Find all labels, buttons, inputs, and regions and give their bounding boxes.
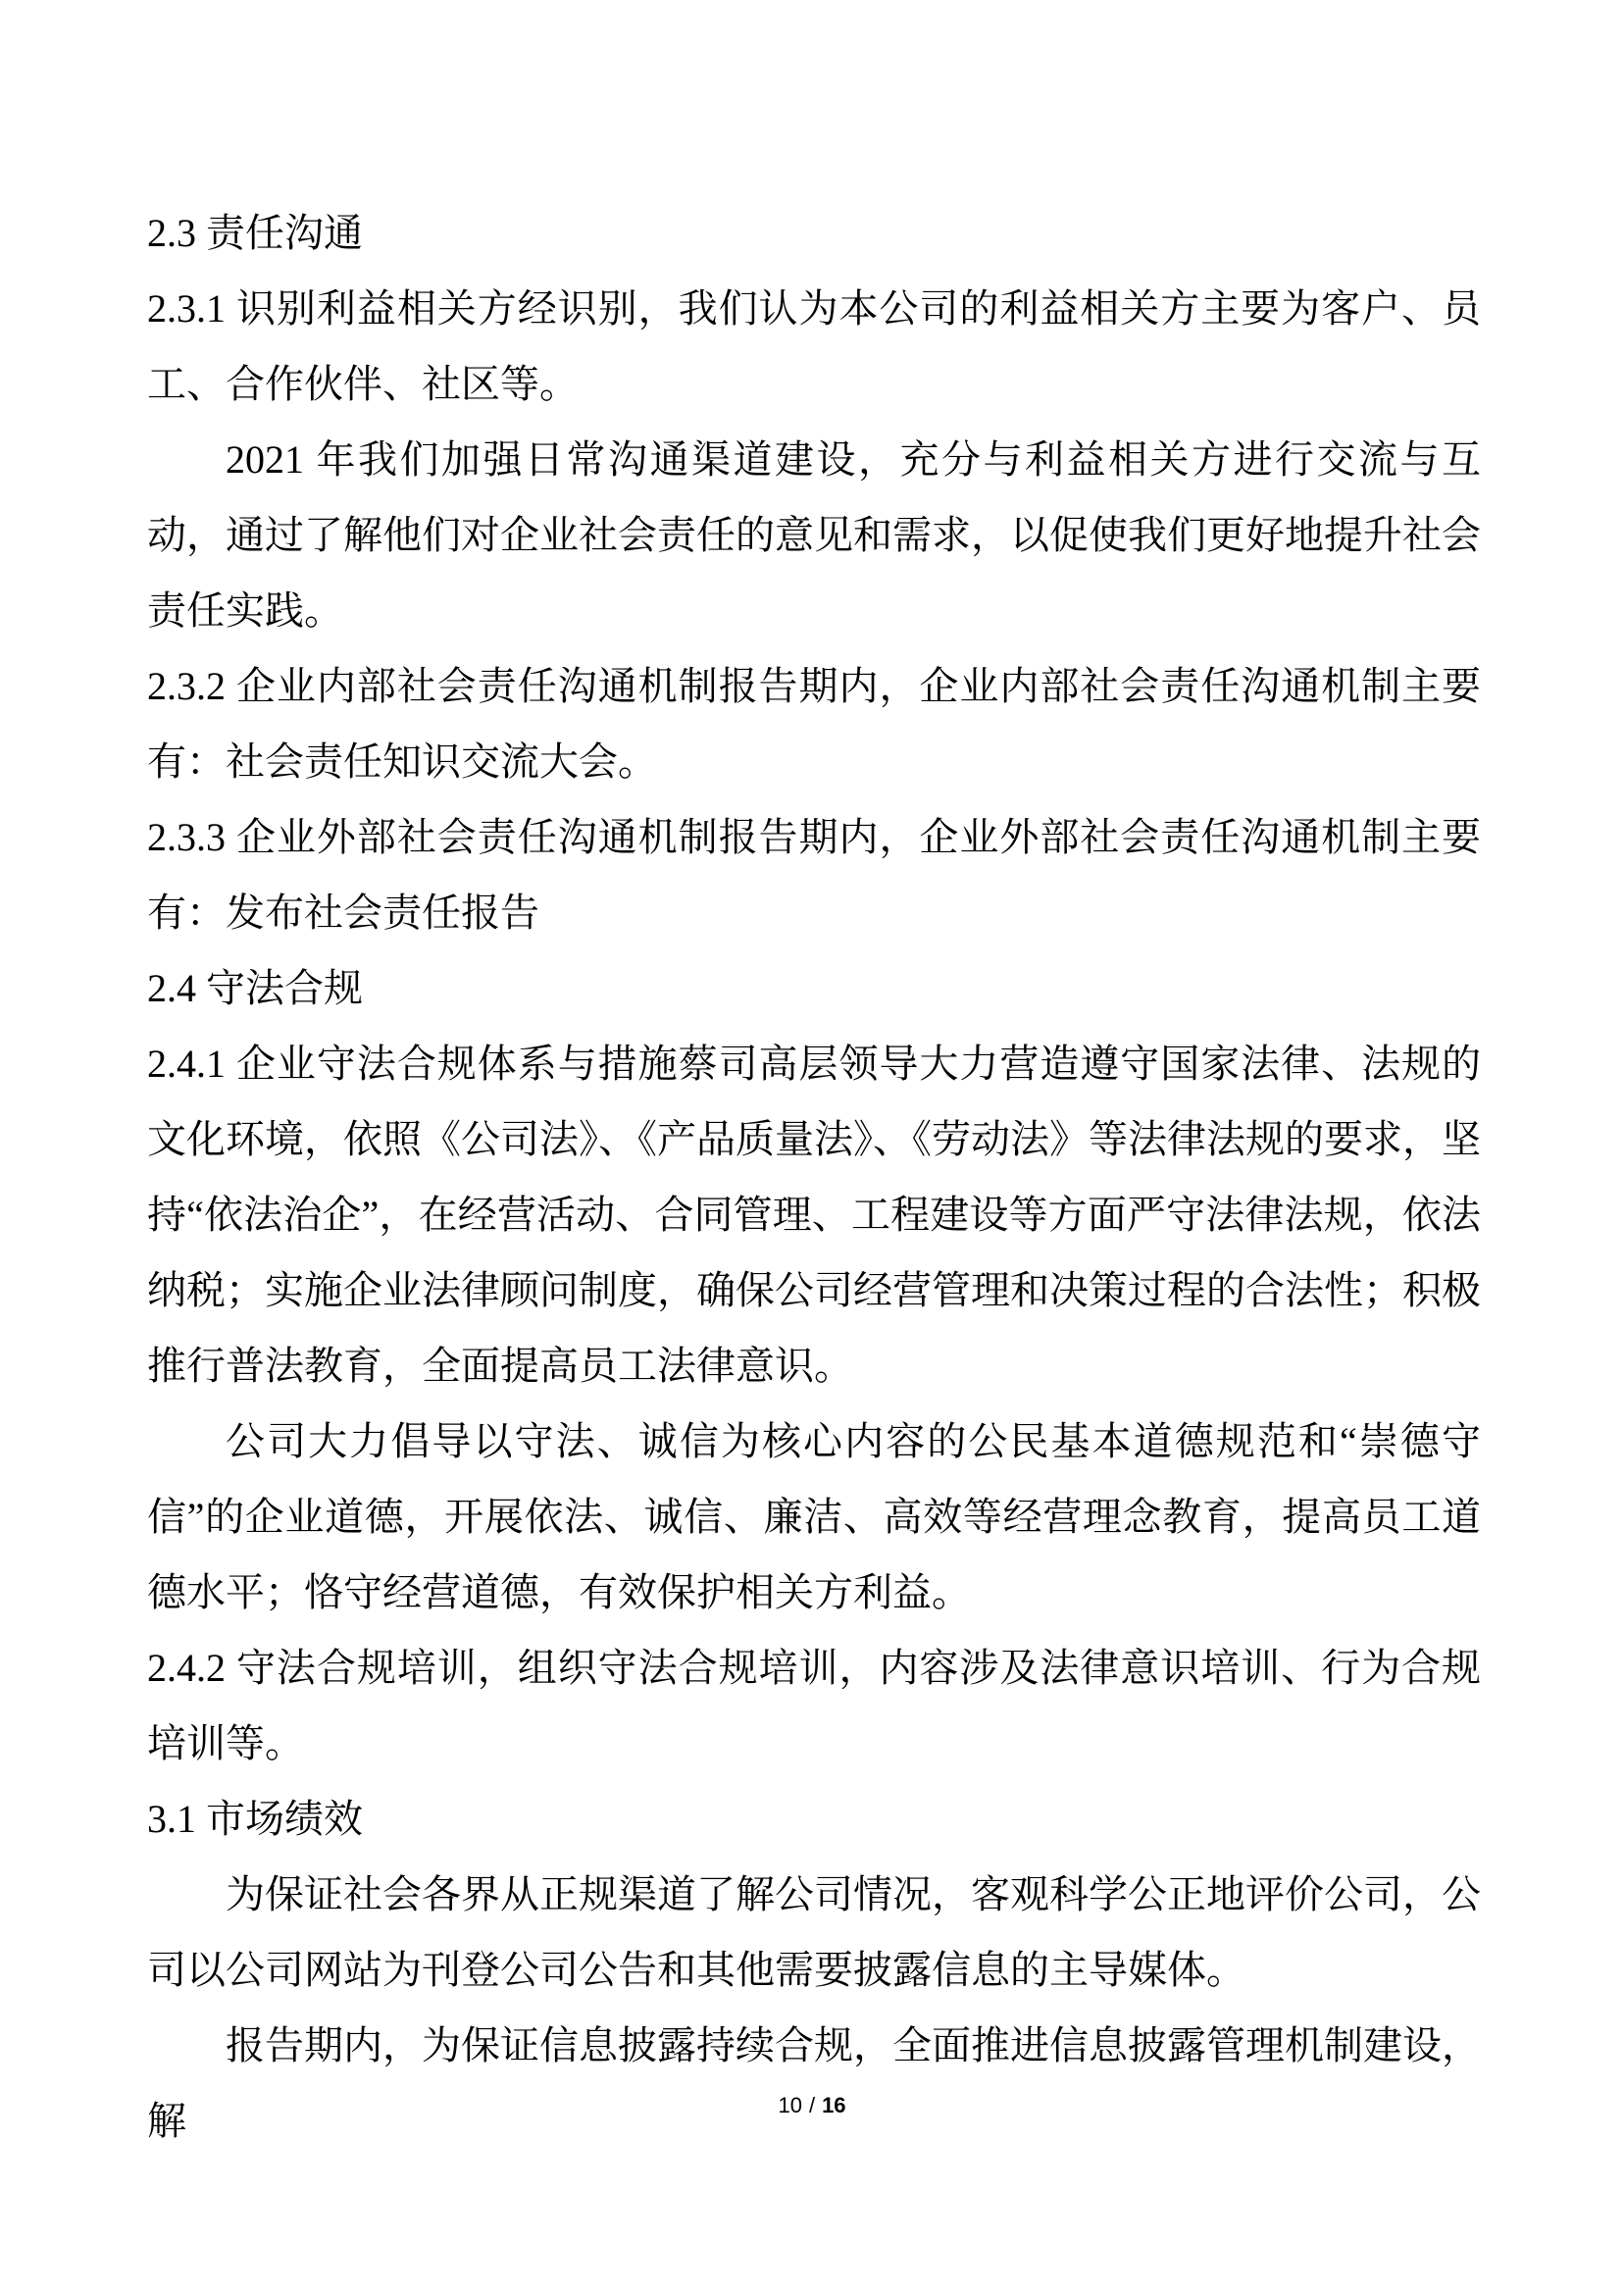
page-number-current: 10 — [778, 2093, 802, 2117]
paragraph: 2.3.3 企业外部社会责任沟通机制报告期内，企业外部社会责任沟通机制主要有：发布社会责任报告 — [147, 815, 1481, 935]
paragraph: 2.4.2 守法合规培训，组织守法合规培训，内容涉及法律意识培训、行为合规培训等。 — [147, 1646, 1481, 1765]
paragraph: 为保证社会各界从正规渠道了解公司情况，客观科学公正地评价公司，公司以公司网站为刊登公司公告和其他需要披露信息的主导媒体。 — [147, 1872, 1481, 1992]
paragraph: 公司大力倡导以守法、诚信为核心内容的公民基本道德规范和“崇德守信”的企业道德，开展依法、诚信、廉洁、高效等经营理念教育，提高员工道德水平；恪守经营道德，有效保护相关方利益。 — [147, 1419, 1481, 1614]
paragraph: 2.3.2 企业内部社会责任沟通机制报告期内，企业内部社会责任沟通机制主要有：社会责任知识交流大会。 — [147, 664, 1481, 784]
paragraph: 2.4.1 企业守法合规体系与措施蔡司高层领导大力营造遵守国家法律、法规的文化环境，依照《公司法》、《产品质量法》、《劳动法》等法律法规的要求，坚持“依法治企”，在经营活动、合同管理、工程建设等方面严守法律法规，依法纳税；实施企业法律顾问制度，确保公司经营管理和决策过程的合法性；积极推行普法教育，全面提高员工法律意识。 — [147, 1042, 1481, 1388]
page-number-separator: / — [808, 2093, 816, 2117]
paragraph: 报告期内，为保证信息披露持续合规，全面推进信息披露管理机制建设，解 — [147, 2023, 1481, 2143]
section-heading: 2.4 守法合规 — [147, 966, 363, 1010]
page-footer — [0, 2093, 1624, 2118]
paragraph: 2021 年我们加强日常沟通渠道建设，充分与利益相关方进行交流与互动，通过了解他们对企业社会责任的意见和需求，以促使我们更好地提升社会责任实践。 — [147, 437, 1481, 633]
document-body — [147, 195, 1481, 2159]
section-heading: 3.1 市场绩效 — [147, 1797, 363, 1841]
section-heading: 2.3 责任沟通 — [147, 211, 363, 255]
paragraph: 2.3.1 识别利益相关方经识别，我们认为本公司的利益相关方主要为客户、员工、合作伙伴、社区等。 — [147, 286, 1481, 406]
page-number-total: 16 — [822, 2093, 846, 2117]
